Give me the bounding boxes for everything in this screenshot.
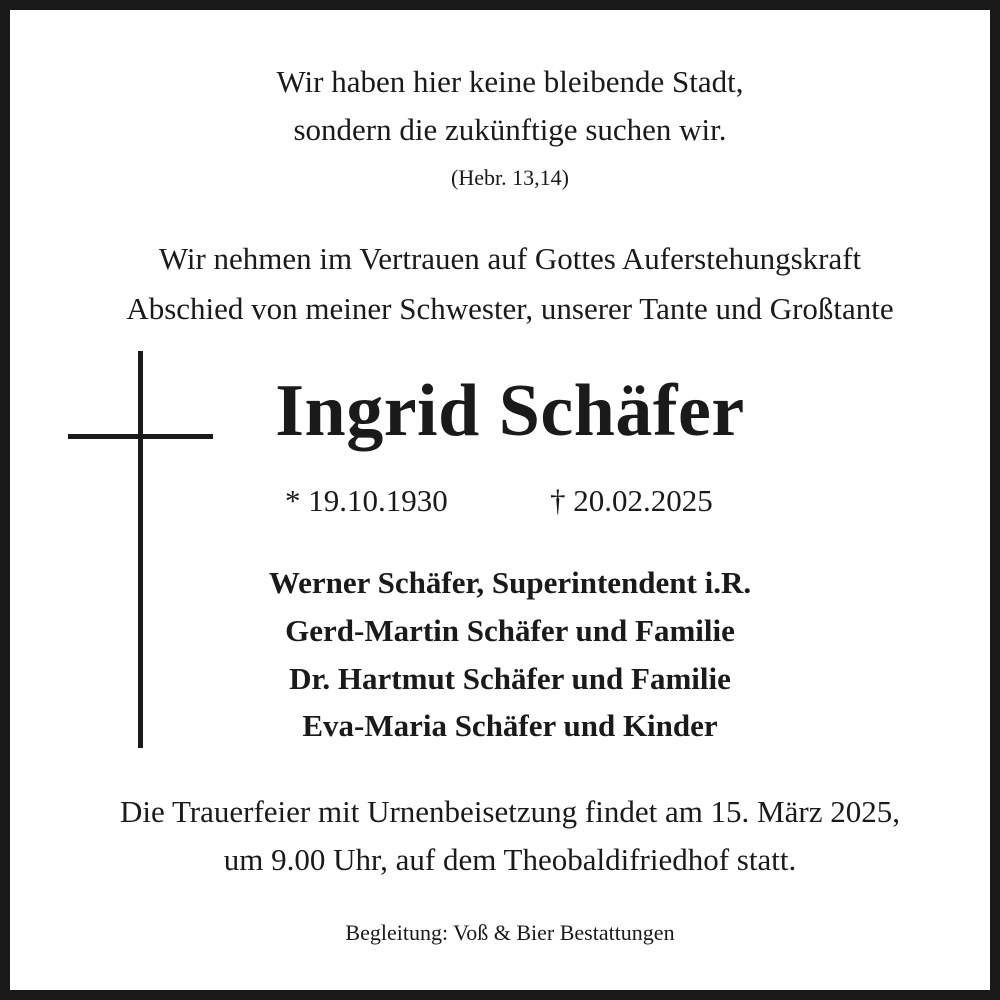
verse-line-2: sondern die zukünftige suchen wir. — [293, 112, 727, 147]
life-dates — [10, 485, 1000, 521]
undertaker-credit: Begleitung: Voß & Bier Bestattungen — [345, 920, 675, 945]
intro-line-1: Wir nehmen im Vertrauen auf Gottes Auferstehungskraft — [158, 241, 862, 276]
birth-date: * 19.10.1930 — [285, 483, 448, 518]
death-date: † 20.02.2025 — [550, 483, 713, 518]
ceremony-line-1: Die Trauerfeier mit Urnenbeisetzung findet am 15. März 2025, — [120, 794, 900, 829]
mourner-4: Eva-Maria Schäfer und Kinder — [302, 708, 718, 743]
mourner-2: Gerd-Martin Schäfer und Familie — [285, 613, 735, 648]
verse-reference: (Hebr. 13,14) — [451, 165, 569, 190]
mourner-1: Werner Schäfer, Superintendent i.R. — [268, 565, 752, 600]
intro-line-2: Abschied von meiner Schwester, unserer Tante und Großtante — [126, 291, 894, 326]
verse-line-1: Wir haben hier keine bleibende Stadt, — [276, 64, 744, 99]
ceremony-line-2: um 9.00 Uhr, auf dem Theobaldifriedhof statt. — [223, 842, 797, 877]
mourner-3: Dr. Hartmut Schäfer und Familie — [289, 661, 731, 696]
deceased-name: Ingrid Schäfer — [275, 370, 745, 452]
